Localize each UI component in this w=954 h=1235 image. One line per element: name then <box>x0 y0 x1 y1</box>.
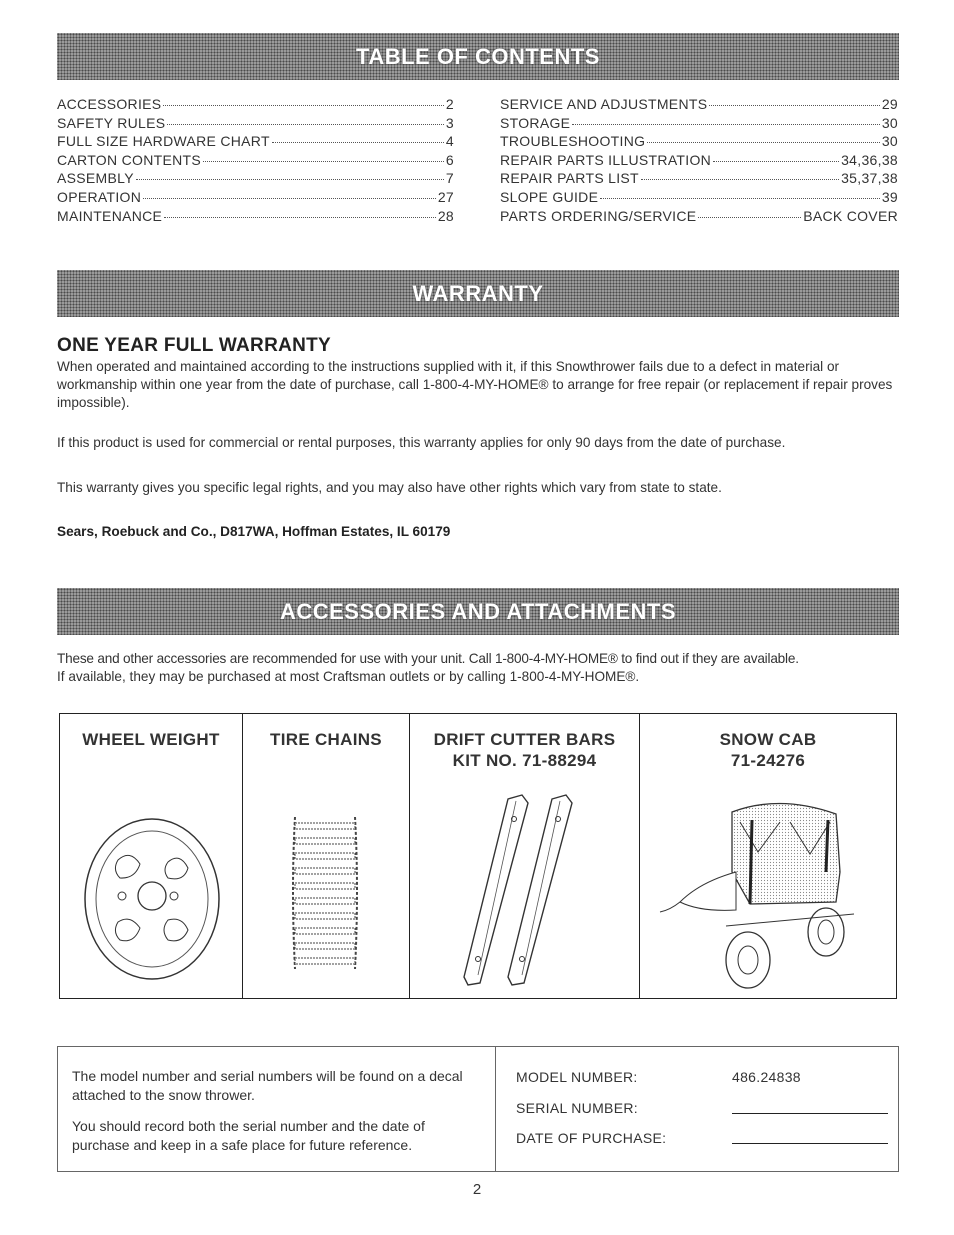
warranty-heading: ONE YEAR FULL WARRANTY <box>57 335 332 356</box>
toc-right-column <box>500 96 898 226</box>
accessory-cell-wheel-weight <box>60 714 243 998</box>
toc-entry-label: STORAGE <box>500 114 571 131</box>
toc-entry-page: 6 <box>445 151 454 168</box>
toc-entry-page: 34,36,38 <box>841 151 898 168</box>
toc-entry-label: REPAIR PARTS LIST <box>500 170 639 187</box>
accessories-title: ACCESSORIES AND ATTACHMENTS <box>279 598 677 624</box>
tire-chains-icon <box>243 799 410 989</box>
warranty-title: WARRANTY <box>412 280 544 306</box>
toc-entry-page: 7 <box>445 170 454 187</box>
toc-entry-page: 3 <box>445 114 454 131</box>
chain-rung <box>295 883 355 889</box>
toc-leader-dots <box>641 179 839 180</box>
accessory-cell-drift-cutter-bars <box>410 714 640 998</box>
toc-entry-label: CARTON CONTENTS <box>57 151 201 168</box>
warranty-paragraph-1: When operated and maintained according to the instructions supplied with it, if this Snowthrower fails due to a defect in material or workmanship within one year from the date of purchase, call 1-800-4-MY-HOME® to arrange for free repair (or replacement if repair proves impossible). <box>57 359 893 410</box>
toc-entry-label: OPERATION <box>57 188 142 205</box>
accessory-name: SNOW CAB <box>719 730 817 749</box>
record-instructions <box>58 1047 496 1171</box>
accessories-table <box>59 713 897 999</box>
toc-entry <box>500 170 898 189</box>
model-number-value: 486.24838 <box>732 1069 801 1085</box>
record-fields <box>496 1047 898 1171</box>
toc-entry-page: 4 <box>445 133 454 150</box>
warranty-address: Sears, Roebuck and Co., D817WA, Hoffman Estates, IL 60179 <box>57 524 451 539</box>
drift-cutter-bars-icon <box>410 789 640 999</box>
chain-rung <box>295 853 355 859</box>
toc-entry-page: 29 <box>881 96 898 112</box>
warranty-paragraph-3: This warranty gives you specific legal rights, and you may also have other rights which vary from state to state. <box>57 480 722 495</box>
toc-title: TABLE OF CONTENTS <box>356 43 600 69</box>
toc-entry <box>57 115 454 134</box>
serial-number-label: SERIAL NUMBER: <box>516 1100 638 1116</box>
toc-entry-page: 27 <box>437 188 454 205</box>
record-text-1: The model number and serial numbers will be found on a decal attached to the snow thrower. <box>72 1068 463 1103</box>
toc-entry-page: 28 <box>437 207 454 224</box>
chain-rung <box>295 868 355 874</box>
accessories-banner <box>57 588 899 635</box>
toc-entry-label: ACCESSORIES <box>57 96 162 112</box>
model-number-label: MODEL NUMBER: <box>516 1069 638 1085</box>
chain-rung <box>295 958 355 964</box>
toc-entry-page: 39 <box>881 188 898 205</box>
toc-entry-label: TROUBLESHOOTING <box>500 133 646 150</box>
toc-left-column <box>57 96 454 226</box>
toc-entry <box>57 152 454 171</box>
record-text-2: You should record both the serial number and the date of purchase and keep in a safe place for future reference. <box>72 1118 425 1153</box>
toc-leader-dots <box>709 105 879 106</box>
toc-entry <box>500 152 898 171</box>
toc-leader-dots <box>167 124 444 125</box>
chain-rung <box>295 913 355 919</box>
warranty-paragraph-2: If this product is used for commercial or rental purposes, this warranty applies for only 90 days from the date of purchase. <box>57 435 786 450</box>
toc-leader-dots <box>572 124 880 125</box>
accessory-name: DRIFT CUTTER BARS <box>433 730 616 749</box>
toc-leader-dots <box>203 161 444 162</box>
toc-leader-dots <box>600 198 880 199</box>
toc-entry <box>500 96 898 115</box>
warranty-banner <box>57 270 899 317</box>
toc-entry <box>500 189 898 208</box>
toc-entry <box>57 189 454 208</box>
toc-entry-page: 30 <box>881 114 898 131</box>
accessory-name: TIRE CHAINS <box>270 730 382 749</box>
toc-leader-dots <box>143 198 436 199</box>
toc-leader-dots <box>136 179 444 180</box>
toc-leader-dots <box>647 142 880 143</box>
accessories-intro-2: If available, they may be purchased at most Craftsman outlets or by calling 1-800-4-MY-HOME®. <box>57 669 640 684</box>
toc-leader-dots <box>272 142 444 143</box>
toc-entry-label: MAINTENANCE <box>57 207 163 224</box>
snow-cab-icon <box>640 792 890 1002</box>
chain-rung <box>295 838 355 844</box>
accessories-intro-1: These and other accessories are recommended for use with your unit. Call 1-800-4-MY-HOME® to find out if they are available. <box>57 651 799 666</box>
toc-entry <box>500 115 898 134</box>
toc-entry-label: PARTS ORDERING/SERVICE <box>500 207 697 224</box>
toc-entry-label: REPAIR PARTS ILLUSTRATION <box>500 151 712 168</box>
record-box <box>57 1046 899 1172</box>
serial-number-line[interactable] <box>732 1113 888 1114</box>
toc-entry-label: SAFETY RULES <box>57 114 166 131</box>
toc-entry <box>500 133 898 152</box>
toc-entry-page: 35,37,38 <box>841 170 898 187</box>
wheel-weight-icon <box>60 794 243 994</box>
toc-entry-page: 2 <box>445 96 454 112</box>
toc-leader-dots <box>164 217 436 218</box>
date-of-purchase-label: DATE OF PURCHASE: <box>516 1130 667 1146</box>
accessory-cell-snow-cab <box>640 714 896 998</box>
chain-rung <box>295 898 355 904</box>
toc-entry <box>57 208 454 227</box>
toc-entry-label: SLOPE GUIDE <box>500 188 599 205</box>
toc-entry <box>500 208 898 227</box>
chain-rung <box>295 943 355 949</box>
toc-banner <box>57 33 899 80</box>
toc-entry <box>57 96 454 115</box>
accessory-cell-tire-chains <box>243 714 410 998</box>
accessory-part-number: 71-24276 <box>730 751 806 770</box>
chain-rung <box>295 928 355 934</box>
toc-entry-label: FULL SIZE HARDWARE CHART <box>57 133 270 150</box>
page-number: 2 <box>472 1181 482 1198</box>
accessory-kit-number: KIT NO. 71-88294 <box>452 751 597 770</box>
toc-leader-dots <box>713 161 839 162</box>
toc-entry-page: 30 <box>881 133 898 150</box>
toc-leader-dots <box>163 105 443 106</box>
chain-rung <box>295 823 355 829</box>
toc-leader-dots <box>698 217 801 218</box>
toc-entry-label: SERVICE AND ADJUSTMENTS <box>500 96 708 112</box>
accessory-name: WHEEL WEIGHT <box>82 730 220 749</box>
toc-entry-page: BACK COVER <box>803 207 898 224</box>
toc-entry-label: ASSEMBLY <box>57 170 134 187</box>
toc-entry <box>57 170 454 189</box>
date-of-purchase-line[interactable] <box>732 1143 888 1144</box>
toc-entry <box>57 133 454 152</box>
